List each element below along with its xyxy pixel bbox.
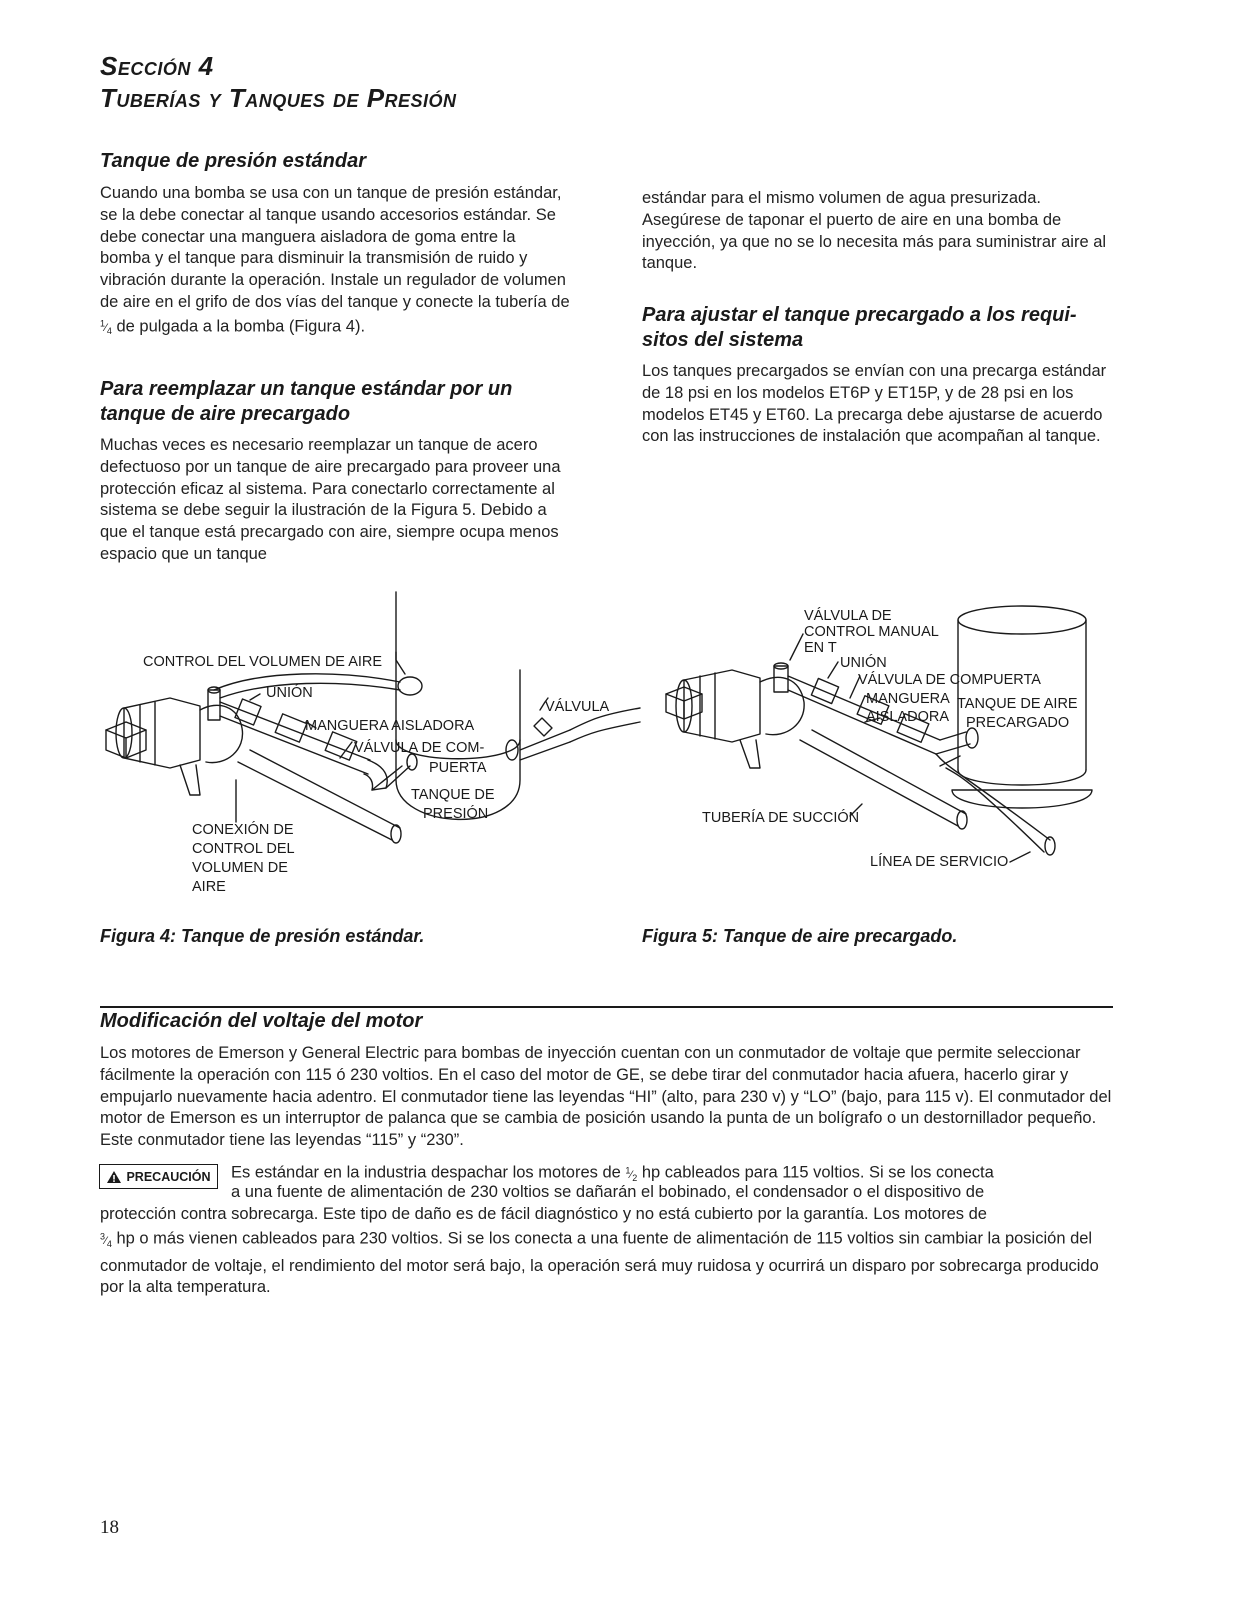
caution-line-2: a una fuente de alimentación de 230 voltios se dañarán el bobinado, el condensador o el dispositivo de (231, 1183, 985, 1201)
caution-badge (99, 1164, 218, 1189)
figure5-caption: Figura 5: Tanque de aire precargado. (642, 926, 958, 946)
label-pressure-tank-2: PRESIÓN (423, 806, 489, 822)
label-pressure-tank-1: TANQUE DE (411, 787, 495, 803)
label-manual-valve-2: CONTROL MANUAL (804, 624, 939, 640)
heading-motor-voltage: Modificación del voltaje del motor (100, 1010, 423, 1032)
label-precharged-tank-2: PRECARGADO (966, 715, 1070, 731)
paragraph-replace-tank-continued: estándar para el mismo volumen de agua presurizada. Asegúrese de taponar el puerto de aire en una bomba de inyección, ya que no se lo necesita más para suministrar aire al tanque. (642, 189, 1107, 273)
label-connection-3: VOLUMEN DE (192, 860, 288, 876)
label-connection-1: CONEXIÓN DE (192, 822, 294, 838)
paragraph-replace-tank: Muchas veces es necesario reemplazar un tanque de acero defectuoso por un tanque de aire precargado para proveer una protección eficaz al sistema. Para conectarlo correctamente al sistema se debe seguir la ilustración de la Figura 5. Debido a que el tanque está precargado con aire, siempre ocupa menos espacio que un tanque (100, 436, 561, 563)
caution-line-4: $^3⁄_4$ hp o más vienen cableados para 230 voltios. Si se los conecta a una fuente de alimentación de 115 voltios sin cambiar la posición del conmutador de voltaje, el rendimiento del motor será bajo, la operación será muy ruidosa y ocurrirá un disparo por sobrecarga producido por la alta temperatura. (100, 1229, 1099, 1297)
fraction-half: $^1⁄_2$ (625, 1165, 638, 1183)
paragraph-standard-tank: Cuando una bomba se usa con un tanque de presión estándar, se la debe conectar al tanque usando accesorios estándar. Se debe conectar una manguera aisladora de goma entre la bomba y el tanque para disminuir la transmisión de ruido y vibración durante la operación. Instale un regulador de volumen de aire en el grifo de dos vías del tanque y conecte la tubería de $^1⁄_4$ de pulgada a la bomba (Figura 4). (100, 184, 570, 337)
label-service-line: LÍNEA DE SERVICIO (870, 854, 1009, 870)
caution-line-3: protección contra sobrecarga. Este tipo de daño es de fácil diagnóstico y no está cubierto por la garantía. Los motores de (100, 1205, 987, 1223)
label-connection-2: CONTROL DEL (192, 841, 295, 857)
label-gate-valve-2: PUERTA (429, 760, 487, 776)
label-suction-pipe: TUBERÍA DE SUCCIÓN (702, 810, 860, 826)
label-gate-valve-1: VÁLVULA DE COM- (354, 740, 485, 756)
label-connection-4: AIRE (192, 879, 226, 895)
label-union: UNIÓN (266, 685, 313, 701)
label-isolating-hose: MANGUERA AISLADORA (305, 718, 475, 734)
heading-replace-tank: Para reemplazar un tanque estándar por un tanque de aire precargado (100, 378, 513, 425)
caution-line-1: Es estándar en la industria despachar los motores de $^1⁄_2$ hp cableados para 115 voltios. Si se los conecta (231, 1163, 994, 1183)
label-manual-valve-3: EN T (804, 640, 837, 656)
fraction-three-quarters: $^3⁄_4$ (100, 1231, 112, 1249)
label-hose-2: AISLADORA (866, 709, 949, 725)
figure4-caption: Figura 4: Tanque de presión estándar. (100, 926, 425, 946)
paragraph-motor-voltage: Los motores de Emerson y General Electric para bombas de inyección cuentan con un conmutador de voltaje que permite seleccionar fácilmente la operación con 115 ó 230 voltios. En el caso del motor de GE, se debe tirar del conmutador hacia afuera, hacerlo girar y empujarlo nuevamente hacia adentro. El conmutador tiene las leyendas “HI” (alto, para 230 v) y “LO” (bajo, para 115 v). El conmutador del motor de Emerson es un interruptor de palanca que se cambia de posición usando la punta de un bolígrafo o un destornillador pequeño. Este conmutador tiene las leyendas “115” y “230”. (100, 1044, 1112, 1150)
section-number: Sección 4 (100, 51, 214, 81)
heading-adjust-tank: Para ajustar el tanque precargado a los requi-sitos del sistema (642, 304, 1077, 351)
section-name: Tuberías y Tanques de Presión (100, 83, 457, 113)
heading-standard-tank: Tanque de presión estándar (100, 150, 366, 172)
paragraph-adjust-tank: Los tanques precargados se envían con una precarga estándar de 18 psi en los modelos ET6P y ET15P, y de 28 psi en los modelos ET45 y ET60. La precarga debe ajustarse de acuerdo con las instrucciones de instalación que acompañan al tanque. (642, 362, 1107, 446)
label-air-volume-control: CONTROL DEL VOLUMEN DE AIRE (143, 654, 383, 670)
caution-label: PRECAUCIÓN (126, 1169, 211, 1184)
section-title (100, 50, 457, 114)
label-manual-valve-1: VÁLVULA DE (804, 608, 892, 624)
label-precharged-tank-1: TANQUE DE AIRE (957, 696, 1078, 712)
fraction-quarter: $^1⁄_4$ (100, 318, 112, 337)
warning-icon (106, 1170, 122, 1184)
label-valve: VÁLVULA (545, 699, 610, 715)
figures-illustration (100, 590, 1115, 900)
label-gate-valve-5: VÁLVULA DE COMPUERTA (858, 672, 1041, 688)
section-divider (100, 1006, 1113, 1008)
label-union-5: UNIÓN (840, 655, 887, 671)
page-number: 18 (100, 1517, 119, 1538)
label-hose-1: MANGUERA (866, 691, 950, 707)
